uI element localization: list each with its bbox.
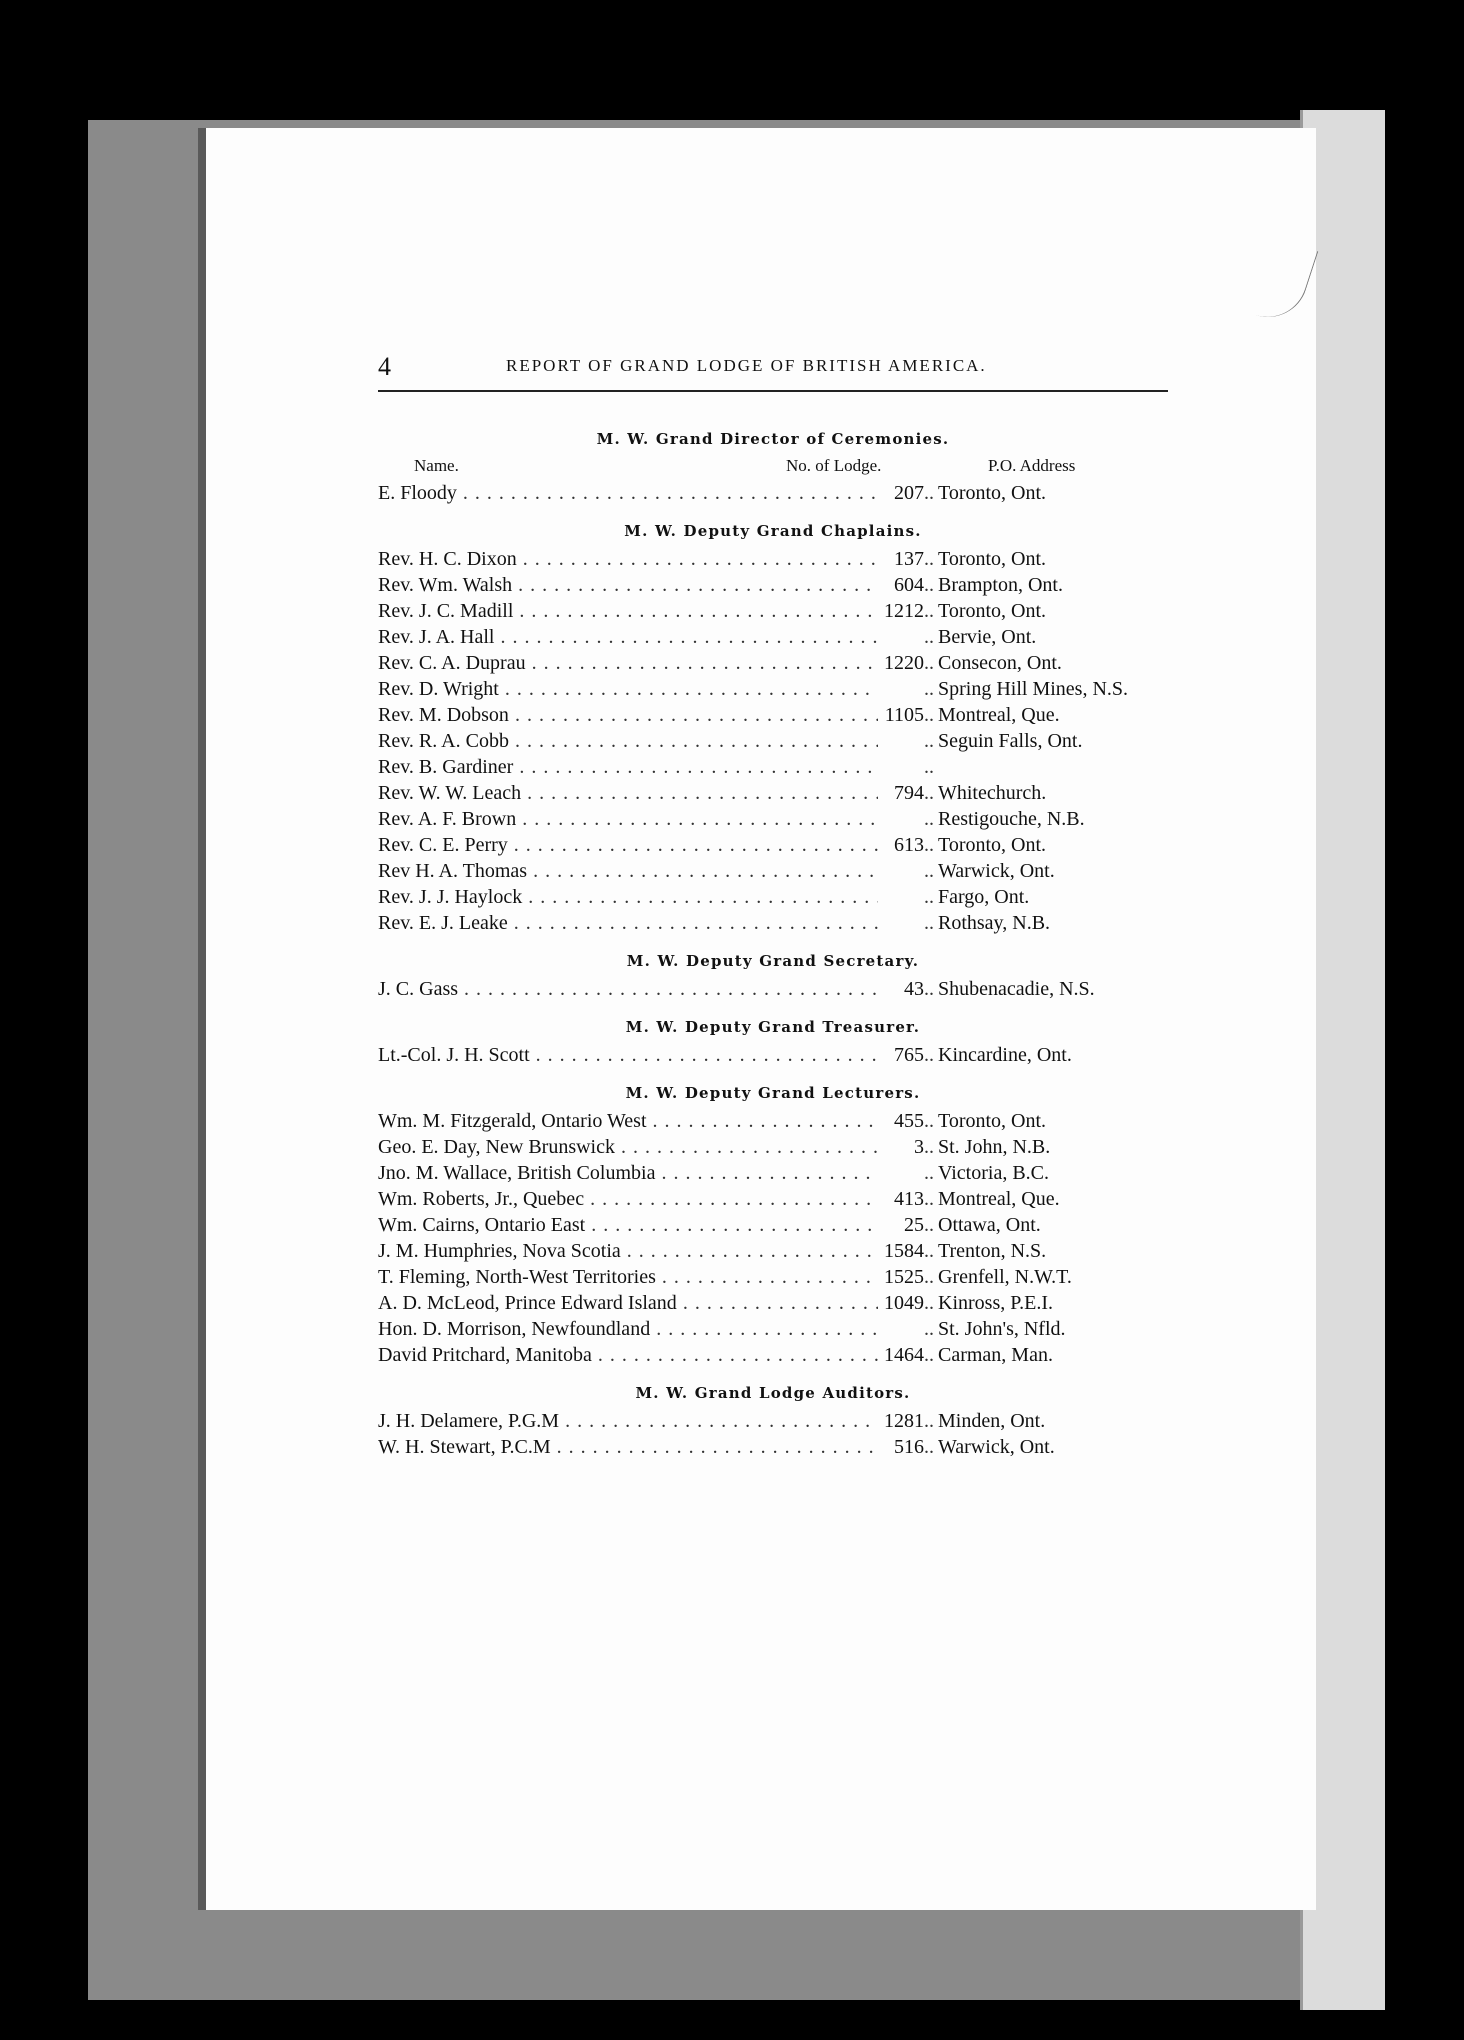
section-heading: M. W. Grand Lodge Auditors. (635, 1384, 911, 1402)
officer-row (378, 1292, 1168, 1318)
officer-name (378, 886, 878, 909)
lodge-number: 516 .. (878, 1436, 938, 1459)
officer-row (378, 1240, 1168, 1266)
document-page (198, 128, 1316, 1910)
section-heading: M. W. Deputy Grand Secretary. (626, 952, 920, 970)
officer-row (378, 482, 1168, 508)
lodge-number (878, 1162, 938, 1185)
officer-name-text: Rev. J. C. Madill (378, 600, 514, 622)
lodge-number: 43 .. (878, 978, 938, 1001)
lodge-number: 1464 .. (878, 1344, 938, 1367)
officer-name (378, 1136, 878, 1159)
officer-name (378, 482, 878, 505)
officer-section (378, 1018, 1168, 1070)
officer-name-text: Rev. C. A. Duprau (378, 652, 526, 674)
column-header-address: P.O. Address (988, 456, 1076, 475)
section-heading: M. W. Deputy Grand Treasurer. (625, 1018, 921, 1036)
post-office-address: Whitechurch. (938, 782, 1047, 804)
section-heading: M. W. Deputy Grand Chaplains. (624, 522, 922, 540)
officer-name (378, 756, 878, 779)
officer-name (378, 626, 878, 649)
officer-name-text: Rev. H. C. Dixon (378, 548, 517, 570)
lodge-number (878, 730, 938, 753)
officer-name-text: J. M. Humphries, Nova Scotia (378, 1240, 621, 1262)
officer-name (378, 1214, 878, 1237)
officer-row (378, 782, 1168, 808)
officer-row (378, 886, 1168, 912)
officer-section (378, 522, 1168, 938)
post-office-address: Seguin Falls, Ont. (938, 730, 1083, 752)
column-header-lodge: No. of Lodge. (786, 456, 882, 475)
officer-row (378, 756, 1168, 782)
lodge-number (878, 860, 938, 883)
post-office-address: Trenton, N.S. (938, 1240, 1047, 1262)
officer-row (378, 548, 1168, 574)
officer-row (378, 574, 1168, 600)
post-office-address: Bervie, Ont. (938, 626, 1037, 648)
section-heading: M. W. Grand Director of Ceremonies. (596, 430, 950, 448)
post-office-address: Restigouche, N.B. (938, 808, 1085, 830)
officer-name-text: Wm. M. Fitzgerald, Ontario West (378, 1110, 647, 1132)
post-office-address: St. John's, Nfld. (938, 1318, 1066, 1340)
officer-row (378, 678, 1168, 704)
officer-name-text: Rev. J. A. Hall (378, 626, 495, 648)
post-office-address: Warwick, Ont. (938, 860, 1055, 882)
post-office-address: Toronto, Ont. (938, 600, 1047, 622)
lodge-number (878, 626, 938, 649)
post-office-address: Montreal, Que. (938, 704, 1060, 726)
officer-name-text: Jno. M. Wallace, British Columbia (378, 1162, 656, 1184)
officer-row (378, 652, 1168, 678)
lodge-number (878, 808, 938, 831)
officer-name (378, 652, 878, 675)
officer-name-text: David Pritchard, Manitoba (378, 1344, 592, 1366)
officer-row (378, 1344, 1168, 1370)
officer-name-text: J. H. Delamere, P.G.M (378, 1410, 560, 1432)
officer-row (378, 1188, 1168, 1214)
lodge-number: 413 .. (878, 1188, 938, 1211)
lodge-number: 3 .. (878, 1136, 938, 1159)
officer-name (378, 1318, 878, 1341)
lodge-number: 613 .. (878, 834, 938, 857)
officer-name-text: Rev H. A. Thomas (378, 860, 528, 882)
lodge-number: 455 .. (878, 1110, 938, 1133)
officer-name (378, 1188, 878, 1211)
officer-name (378, 1240, 878, 1263)
lodge-number (878, 886, 938, 909)
post-office-address: Kincardine, Ont. (938, 1044, 1072, 1066)
lodge-number: 765 .. (878, 1044, 938, 1067)
post-office-address: Toronto, Ont. (938, 834, 1047, 856)
officer-row (378, 808, 1168, 834)
officer-name-text: Hon. D. Morrison, Newfoundland (378, 1318, 651, 1340)
officer-row (378, 1436, 1168, 1462)
officer-name (378, 860, 878, 883)
officer-name (378, 912, 878, 935)
officer-name-text: A. D. McLeod, Prince Edward Island (378, 1292, 677, 1314)
lodge-number: 25 .. (878, 1214, 938, 1237)
lodge-number (878, 756, 938, 779)
officer-name (378, 600, 878, 623)
officer-name-text: Rev. M. Dobson (378, 704, 509, 726)
post-office-address: Minden, Ont. (938, 1410, 1046, 1432)
officer-name-text: Wm. Cairns, Ontario East (378, 1214, 586, 1236)
officer-name (378, 704, 878, 727)
officer-row (378, 912, 1168, 938)
officer-name-text: Rev. C. E. Perry (378, 834, 508, 856)
officer-name (378, 782, 878, 805)
post-office-address: St. John, N.B. (938, 1136, 1051, 1158)
officer-name (378, 1436, 878, 1459)
lodge-number: 1281 .. (878, 1410, 938, 1433)
officer-name-text: Rev. A. F. Brown (378, 808, 517, 830)
officer-name-text: Geo. E. Day, New Brunswick (378, 1136, 615, 1158)
officer-sections (378, 430, 1168, 1462)
lodge-number: 137 .. (878, 548, 938, 571)
officer-row (378, 1410, 1168, 1436)
officer-name-text: J. C. Gass (378, 978, 459, 1000)
officer-row (378, 860, 1168, 886)
running-title: REPORT OF GRAND LODGE OF BRITISH AMERICA. (506, 356, 987, 375)
post-office-address: Carman, Man. (938, 1344, 1053, 1366)
officer-name (378, 808, 878, 831)
lodge-number: 1525 .. (878, 1266, 938, 1289)
section-heading: M. W. Deputy Grand Lecturers. (625, 1084, 921, 1102)
lodge-number: 794 .. (878, 782, 938, 805)
post-office-address: Toronto, Ont. (938, 482, 1047, 504)
officer-row (378, 730, 1168, 756)
officer-name (378, 834, 878, 857)
lodge-number: 1220 .. (878, 652, 938, 675)
post-office-address: Montreal, Que. (938, 1188, 1060, 1210)
lodge-number: 1212 .. (878, 600, 938, 623)
post-office-address: Victoria, B.C. (938, 1162, 1050, 1184)
officer-name-text: Rev. R. A. Cobb (378, 730, 509, 752)
officer-name (378, 1292, 878, 1315)
officer-name (378, 1162, 878, 1185)
officer-row (378, 978, 1168, 1004)
page-number: 4 (378, 352, 391, 381)
officer-name (378, 1266, 878, 1289)
column-header-name: Name. (414, 456, 459, 475)
officer-name (378, 574, 878, 597)
officer-section (378, 430, 1168, 508)
officer-row (378, 600, 1168, 626)
lodge-number: 1584 .. (878, 1240, 938, 1263)
post-office-address: Fargo, Ont. (938, 886, 1030, 908)
officer-name (378, 1044, 878, 1067)
officer-name (378, 1410, 878, 1433)
post-office-address: Toronto, Ont. (938, 1110, 1047, 1132)
officer-row (378, 1162, 1168, 1188)
officer-row (378, 1214, 1168, 1240)
officer-name-text: Rev. J. J. Haylock (378, 886, 523, 908)
officer-name-text: W. H. Stewart, P.C.M (378, 1436, 551, 1458)
lodge-number: 1049 .. (878, 1292, 938, 1315)
post-office-address: Kinross, P.E.I. (938, 1292, 1054, 1314)
officer-row (378, 1318, 1168, 1344)
post-office-address: Brampton, Ont. (938, 574, 1063, 596)
post-office-address: Rothsay, N.B. (938, 912, 1051, 934)
officer-row (378, 626, 1168, 652)
officer-row (378, 1044, 1168, 1070)
lodge-number (878, 1318, 938, 1341)
post-office-address: Consecon, Ont. (938, 652, 1062, 674)
officer-name-text: Lt.-Col. J. H. Scott (378, 1044, 530, 1066)
officer-name (378, 1110, 878, 1133)
officer-row (378, 1110, 1168, 1136)
officer-name (378, 1344, 878, 1367)
post-office-address: Shubenacadie, N.S. (938, 978, 1095, 1000)
post-office-address: Ottawa, Ont. (938, 1214, 1041, 1236)
running-head (378, 350, 1168, 392)
officer-row (378, 704, 1168, 730)
officer-row (378, 1266, 1168, 1292)
officer-name-text: Rev. E. J. Leake (378, 912, 508, 934)
lodge-number (878, 678, 938, 701)
officer-name-text: T. Fleming, North-West Territories (378, 1266, 656, 1288)
officer-name (378, 730, 878, 753)
lodge-number: 604 .. (878, 574, 938, 597)
post-office-address: Grenfell, N.W.T. (938, 1266, 1072, 1288)
post-office-address: Warwick, Ont. (938, 1436, 1055, 1458)
lodge-number: 207 .. (878, 482, 938, 505)
column-headers (378, 456, 1168, 482)
lodge-number (878, 912, 938, 935)
officer-section (378, 952, 1168, 1004)
post-office-address: Spring Hill Mines, N.S. (938, 678, 1129, 700)
officer-section (378, 1084, 1168, 1370)
pencil-mark (1255, 239, 1319, 328)
officer-name (378, 978, 878, 1001)
lodge-number: 1105 .. (878, 704, 938, 727)
officer-name-text: Rev. Wm. Walsh (378, 574, 513, 596)
officer-name-text: Rev. B. Gardiner (378, 756, 514, 778)
officer-name (378, 678, 878, 701)
officer-name-text: E. Floody (378, 482, 457, 504)
post-office-address: Toronto, Ont. (938, 548, 1047, 570)
officer-row (378, 1136, 1168, 1162)
officer-name-text: Wm. Roberts, Jr., Quebec (378, 1188, 585, 1210)
officer-name-text: Rev. D. Wright (378, 678, 499, 700)
page-content (378, 350, 1168, 1462)
officer-name-text: Rev. W. W. Leach (378, 782, 522, 804)
officer-row (378, 834, 1168, 860)
officer-name (378, 548, 878, 571)
officer-section (378, 1384, 1168, 1462)
